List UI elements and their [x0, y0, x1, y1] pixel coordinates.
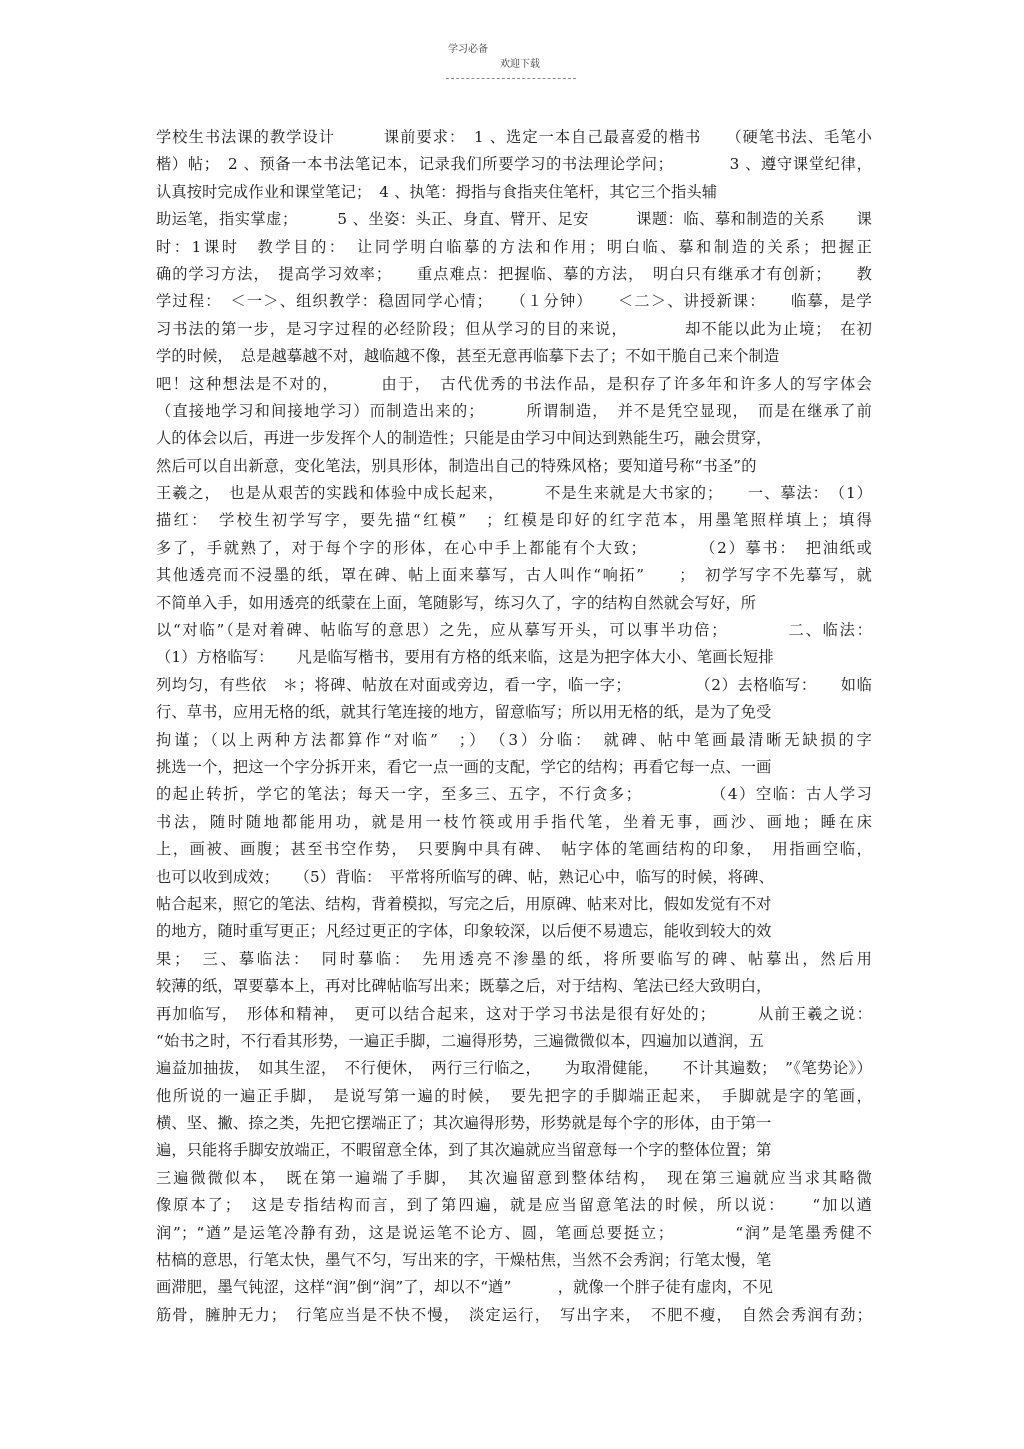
text-line: 学过程： ＜一＞、组织教学：稳固同学心情； （１分钟） ＜二＞、讲授新课： 临摹，是学 — [156, 292, 872, 311]
text-line: 书法，随时随地都能用功，就是用一枝竹筷或用手指代笔，坐着无事，画沙、画地；睡在床 — [156, 812, 872, 831]
text-line: 描红： 学校生初学写字，要先描“红模” ；红模是印好的红字范本，用墨笔照样填上；填得 — [156, 511, 872, 530]
text-line: 枯槁的意思，行笔太快，墨气不匀，写出来的字，干燥枯焦，当然不会秀润；行笔太慢，笔 — [156, 1251, 772, 1270]
text-line: 楷）帖； 2 、预备一本书法笔记本，记录我们所要学习的书法理论学问； 3 、遵守课堂纪律， — [156, 155, 872, 174]
text-line: 再加临写， 形体和精神， 更可以结合起来，这对于学习书法是很有好处的； 从前王羲之说： — [156, 1004, 872, 1023]
text-line: 王羲之， 也是从艰苦的实践和体验中成长起来， 不是生来就是大书家的； 一、摹法： （1） — [156, 484, 872, 503]
text-line: 筋骨，臃肿无力； 行笔应当是不快不慢， 淡定运行， 写出字来， 不肥不瘦， 自然会秀润有劲； — [156, 1305, 872, 1324]
text-line: “始书之时，不行看其形势，一遍正手脚，二遍得形势，三遍微微似本，四遍加以遒润，五 — [156, 1031, 765, 1050]
text-line: 吧！这种想法是不对的， 由于， 古代优秀的书法作品，是积存了许多年和许多人的写字体会 — [156, 374, 872, 393]
header-left-text: 学习必备 — [448, 44, 488, 55]
text-line: 遍益加抽拔， 如其生涩， 不行便休， 两行三行临之， 为取滑健能， 不计其遍数； ”《笔势论》） — [156, 1059, 872, 1078]
text-line: 像原本了； 这是专指结构而言，到了第四遍，就是应当留意笔法的时候，所以说： “加以遒 — [156, 1196, 872, 1215]
text-line: 的地方，随时重写更正；凡经过更正的字体，印象较深，以后便不易遗忘，能收到较大的效 — [156, 922, 772, 941]
text-line: 三遍微微似本， 既在第一遍端了手脚， 其次遍留意到整体结构， 现在第三遍就应当求其略微 — [156, 1168, 872, 1187]
text-line: 以“对临”（是对着碑、帖临写的意思）之先，应从摹写开头，可以事半功倍； 二、临法： — [156, 621, 872, 640]
header-right-text: 欢迎下载 — [500, 59, 540, 70]
text-line: 遍，只能将手脚安放端正，不暇留意全体，到了其次遍就应当留意每一个字的整体位置；第 — [156, 1141, 772, 1160]
text-line: 拘谨；（以上两种方法都算作“对临” ；） （3）分临： 就碑、帖中笔画最清晰无缺损的字 — [156, 730, 872, 749]
document-body — [156, 124, 872, 1329]
text-line: 行、草书，应用无格的纸，就其行笔连接的地方，留意临写；所以用无格的纸，是为了免受 — [156, 703, 772, 722]
text-line: （直接地学习和间接地学习）而制造出来的； 所谓制造， 并不是凭空显现， 而是在继承了前 — [156, 401, 872, 420]
text-line: 他所说的一遍正手脚， 是说写第一遍的时候， 要先把字的手脚端正起来， 手脚就是字的笔画， — [156, 1086, 872, 1105]
page-header — [446, 40, 576, 79]
text-line: 学的时候， 总是越摹越不对，越临越不像，甚至无意再临摹下去了；不如干脆自己来个制造 — [156, 347, 780, 366]
text-line: 润”；“遒”是运笔冷静有劲，这是说运笔不论方、圆，笔画总要挺立； “润”是笔墨秀健不 — [156, 1223, 872, 1242]
text-line: 较薄的纸，罩要摹本上，再对比碑帖临写出来；既摹之后，对于结构、笔法已经大致明白， — [156, 977, 772, 996]
text-line: 横、坚、撇、捺之类，先把它摆端正了；其次遍得形势，形势就是每个字的形体，由于第一 — [156, 1114, 772, 1133]
text-line: 人的体会以后，再进一步发挥个人的制造性；只能是由学习中间达到熟能生巧，融会贯穿， — [156, 429, 772, 448]
text-line: 认真按时完成作业和课堂笔记； 4 、执笔：拇指与食指夹住笔杆，其它三个指头辅 — [156, 182, 718, 201]
text-line: 帖合起来，照它的笔法、结构，背着模拟，写完之后，用原碑、帖来对比，假如发觉有不对 — [156, 894, 772, 913]
text-line: 确的学习方法， 提高学习效率； 重点难点：把握临、摹的方法， 明白只有继承才有创新； 教 — [156, 264, 872, 283]
text-line: 学校生书法课的教学设计 课前要求： 1 、选定一本自己最喜爱的楷书 （硬笔书法、毛笔小 — [156, 128, 872, 146]
text-line: （1）方格临写： 凡是临写楷书，要用有方格的纸来临，这是为把字体大小、笔画长短排 — [156, 648, 774, 667]
text-line: 助运笔，指实掌虚； 5 、坐姿：头正、身直、臂开、足安 课题：临、摹和制造的关系 课 — [156, 210, 872, 229]
text-line: 然后可以自出新意，变化笔法，别具形体，制造出自己的特殊风格；要知道号称“书圣”的 — [156, 456, 757, 475]
text-line: 也可以收到成效； （5）背临： 平常将所临写的碑、帖，熟记心中，临写的时候，将碑、 — [156, 867, 774, 886]
text-line: 的起止转折，学它的笔法；每天一字，至多三、五字，不行贪多； （4）空临：古人学习 — [156, 785, 872, 804]
text-line: 习书法的第一步，是习字过程的必经阶段；但从学习的目的来说， 却不能以此为止境； 在初 — [156, 319, 872, 338]
text-line: 其他透亮而不浸墨的纸，罩在碑、帖上面来摹写，古人叫作“响拓” ； 初学写字不先摹写，就 — [156, 566, 872, 585]
text-line: 多了，手就熟了，对于每个字的形体，在心中手上都能有个大致； （2）摹书： 把油纸或 — [156, 538, 872, 557]
text-line: 挑选一个，把这一个字分拆开来，看它一点一画的支配，学它的结构；再看它每一点、一画 — [156, 757, 772, 776]
text-line: 列均匀，有些依 ＊；将碑、帖放在对面或旁边，看一字，临一字； （2）去格临写： 如临 — [156, 675, 872, 694]
text-line: 上，画被、画腹；甚至书空作势， 只要胸中具有碑、 帖字体的笔画结构的印象， 用指画空临， — [156, 840, 872, 859]
text-line: 果； 三、摹临法： 同时摹临： 先用透亮不渗墨的纸，将所要临写的碑、帖摹出，然后用 — [156, 949, 872, 968]
text-line: 画滞肥，墨气钝涩，这样“润”倒“润”了，却以不“遒” ，就像一个胖子徒有虚肉，不见 — [156, 1278, 774, 1297]
text-line: 不简单入手，如用透亮的纸蒙在上面，笔随影写，练习久了，字的结构自然就会写好，所 — [156, 593, 757, 612]
text-line: 时：1课时 教学目的： 让同学明白临摹的方法和作用；明白临、摹和制造的关系；把握正 — [156, 237, 872, 256]
